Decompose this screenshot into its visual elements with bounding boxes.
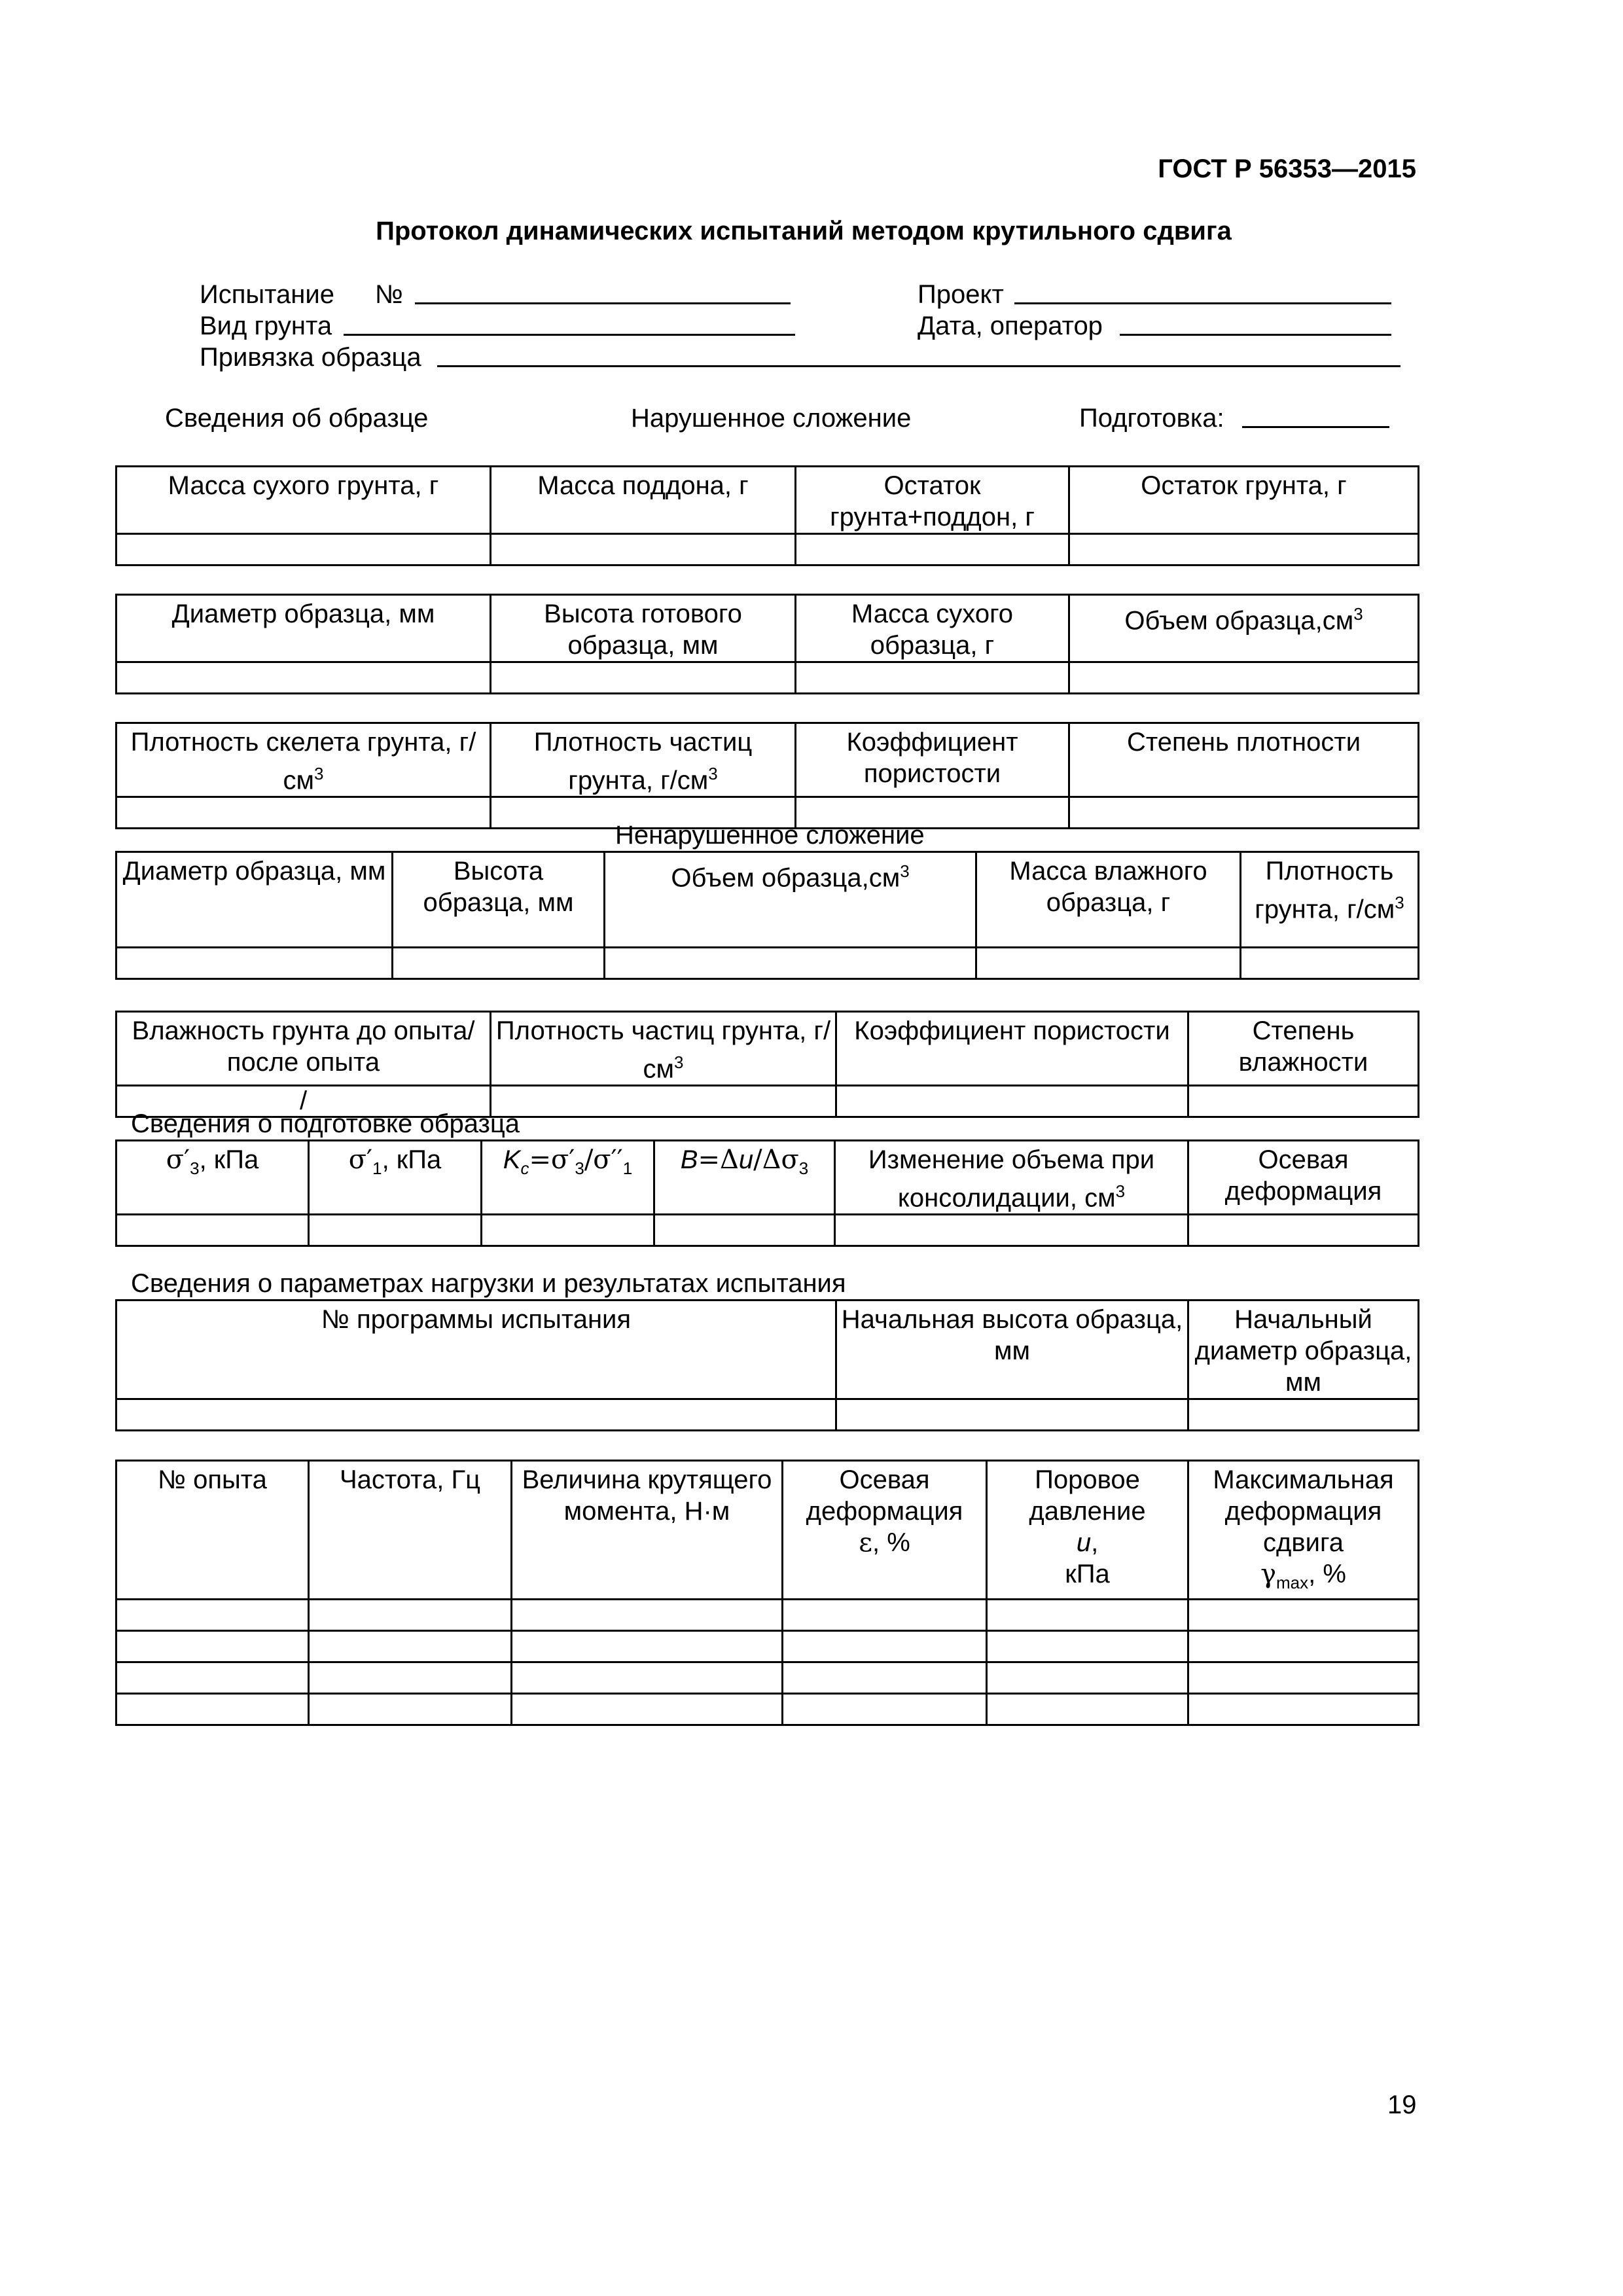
header-text: Изменение объема при консолидации, см [868,1145,1155,1213]
subscript: 3 [575,1158,584,1178]
table-cell[interactable] [116,948,393,979]
slash-separator: / [299,1086,308,1116]
header-text: Максимальная деформация сдвига [1213,1465,1394,1557]
table-cell[interactable] [491,534,796,565]
table-cell[interactable] [512,1600,783,1631]
test-number-field[interactable] [415,302,791,304]
moisture-table [115,1011,1419,1118]
table-header: Коэффициент пористости [796,723,1069,797]
subscript: 1 [372,1158,382,1178]
table-cell[interactable] [783,1662,987,1694]
table-cell[interactable] [987,1600,1188,1631]
project-field[interactable] [1014,302,1391,304]
table-cell[interactable] [393,948,605,979]
table-header: Масса сухого грунта, г [116,467,491,534]
table-cell[interactable] [116,1662,309,1694]
superscript: 3 [314,764,324,783]
preparation-label: Подготовка: [1079,404,1224,433]
formula-part: /Δσ [753,1145,799,1175]
preparation-field[interactable] [1242,426,1389,428]
table-cell[interactable] [1069,797,1419,829]
table-header-volume [1069,595,1419,662]
table-header: Осевая деформация [1188,1141,1419,1215]
table-cell[interactable] [116,1631,309,1662]
u-symbol: u [738,1145,754,1174]
superscript: 3 [1115,1181,1126,1201]
epsilon-symbol: ε [859,1528,872,1558]
subscript: max [1275,1573,1309,1592]
header-sigma3 [116,1141,309,1215]
table-cell[interactable] [491,662,796,694]
table-header: Степень влажности [1188,1012,1419,1086]
table-cell[interactable] [309,1600,512,1631]
table-header: № опыта [116,1461,309,1600]
table-cell[interactable] [1188,1215,1419,1246]
header-kc [482,1141,654,1215]
header-text: Объем образца,см [1124,606,1354,636]
unit: , % [1308,1560,1346,1588]
date-operator-label: Дата, оператор [918,312,1103,340]
disturbed-label: Нарушенное сложение [631,404,912,433]
gamma-symbol: γ [1260,1559,1276,1589]
subscript: 3 [798,1158,809,1178]
table-cell[interactable] [309,1694,512,1725]
table-cell[interactable] [1069,534,1419,565]
sample-ref-label: Привязка образца [200,343,421,372]
table-cell[interactable] [783,1600,987,1631]
header-pore-pressure [987,1461,1188,1600]
table-cell[interactable] [1188,1399,1419,1431]
table-header-volume [605,852,976,948]
superscript: 3 [1395,893,1404,912]
header-volume-change [835,1141,1188,1215]
unit: , кПа [199,1145,259,1174]
table-header: Влажность грунта до опыта/после опыта [116,1012,491,1086]
undisturbed-sample-table [115,851,1419,980]
table-header: Степень плотности [1069,723,1419,797]
table-cell[interactable] [1188,1694,1419,1725]
sample-dimensions-table [115,594,1419,694]
subscript: 3 [190,1158,200,1178]
page-number: 19 [1387,2090,1417,2119]
subscript: 1 [622,1158,633,1178]
table-cell[interactable] [836,1399,1188,1431]
table-header: Масса влажного образца, г [976,852,1241,948]
header-sigma1 [309,1141,482,1215]
number-sign: № [375,280,403,309]
table-header: Частота, Гц [309,1461,512,1600]
table-header: Диаметр образца, мм [116,852,393,948]
table-cell[interactable] [605,948,976,979]
unit: кПа [1065,1560,1110,1588]
table-header: Коэффициент пористости [836,1012,1188,1086]
table-header: Диаметр образца, мм [116,595,491,662]
header-text: Поровое давление [1029,1465,1146,1526]
test-label: Испытание [200,280,334,309]
table-cell[interactable] [1188,1600,1419,1631]
sigma-symbol: σ′ [348,1145,373,1175]
table-cell[interactable] [987,1631,1188,1662]
table-cell[interactable] [309,1215,482,1246]
header-b [654,1141,835,1215]
formula-part: =σ′ [529,1145,575,1175]
table-cell[interactable] [116,797,491,829]
header-text: Плотность частиц грунта, г/см [495,1016,831,1084]
table-cell[interactable] [116,1215,309,1246]
table-header: Высота образца, мм [393,852,605,948]
density-table [115,722,1419,829]
table-header: Масса поддона, г [491,467,796,534]
table-cell[interactable] [976,948,1241,979]
superscript: 3 [708,764,718,783]
table-header-soil-density [1241,852,1419,948]
table-cell[interactable] [491,1086,836,1117]
header-max-shear [1188,1461,1419,1600]
table-header: Остаток грунта+поддон, г [796,467,1069,534]
table-header-particle-density [491,723,796,797]
table-cell[interactable] [836,1086,1188,1117]
superscript: 3 [900,861,910,881]
table-cell[interactable] [116,1694,309,1725]
table-header: Величина крутящего момента, Н·м [512,1461,783,1600]
consolidation-table [115,1139,1419,1247]
table-cell[interactable] [783,1694,987,1725]
table-cell[interactable] [309,1631,512,1662]
table-cell[interactable] [512,1662,783,1694]
results-table [115,1460,1419,1726]
table-cell[interactable] [987,1662,1188,1694]
table-header: Начальная высота образца, мм [836,1300,1188,1399]
table-cell[interactable] [116,662,491,694]
table-cell[interactable] [116,1600,309,1631]
standard-code: ГОСТ Р 56353—2015 [1158,154,1416,183]
sample-ref-field[interactable] [437,365,1400,367]
comma: , [1091,1528,1099,1557]
table-header: Высота готового образца, мм [491,595,796,662]
b-symbol: B [680,1145,698,1174]
header-text: Плотность скелета грунта, г/см [130,728,476,795]
table-header-skeleton-density [116,723,491,797]
table-cell[interactable] [1188,1631,1419,1662]
table-cell[interactable] [309,1662,512,1694]
table-cell[interactable] [796,534,1069,565]
table-header-particle-density [491,1012,836,1086]
load-info-caption: Сведения о параметрах нагрузки и результатах испытания [131,1269,846,1298]
header-text: Объем образца,см [671,863,901,893]
date-operator-field[interactable] [1120,334,1391,336]
sample-info-label: Сведения об образце [165,404,429,433]
table-cell[interactable] [1241,948,1419,979]
table-cell[interactable] [1188,1662,1419,1694]
table-cell[interactable] [512,1694,783,1725]
header-text: Плотность грунта, г/см [1255,857,1395,924]
sigma-symbol: σ′ [166,1145,190,1175]
table-header: Масса сухого образца, г [796,595,1069,662]
table-header: № программы испытания [116,1300,836,1399]
header-axial-deformation [783,1461,987,1600]
table-cell[interactable] [116,534,491,565]
u-symbol: u [1076,1528,1092,1557]
table-cell[interactable] [835,1215,1188,1246]
undisturbed-caption: Ненарушенное сложение [615,821,925,850]
superscript: 3 [674,1052,684,1072]
formula-part: /σ′′ [584,1145,623,1175]
table-cell[interactable] [783,1631,987,1662]
header-text: Осевая деформация [806,1465,963,1526]
soil-type-label: Вид грунта [200,312,332,340]
unit: , кПа [382,1145,442,1174]
unit: , % [872,1528,910,1557]
page-title: Протокол динамических испытаний методом крутильного сдвига [376,217,1232,245]
header-text: Плотность частиц грунта, г/см [533,728,753,795]
preparation-info-caption: Сведения о подготовке образца [131,1109,520,1138]
superscript: 3 [1353,604,1363,624]
program-table [115,1299,1419,1431]
project-label: Проект [918,280,1004,309]
formula-part: =Δ [698,1145,739,1175]
table-cell[interactable] [654,1215,835,1246]
subscript: c [520,1158,529,1178]
table-cell[interactable] [482,1215,654,1246]
table-cell[interactable] [116,1399,836,1431]
table-cell[interactable] [512,1631,783,1662]
table-cell[interactable] [1069,662,1419,694]
k-symbol: K [503,1145,521,1174]
table-cell[interactable] [987,1694,1188,1725]
soil-type-field[interactable] [344,334,795,336]
table-cell[interactable] [1188,1086,1419,1117]
table-header: Начальный диаметр образца, мм [1188,1300,1419,1399]
dry-mass-table [115,465,1419,566]
table-cell[interactable] [796,662,1069,694]
table-header: Остаток грунта, г [1069,467,1419,534]
